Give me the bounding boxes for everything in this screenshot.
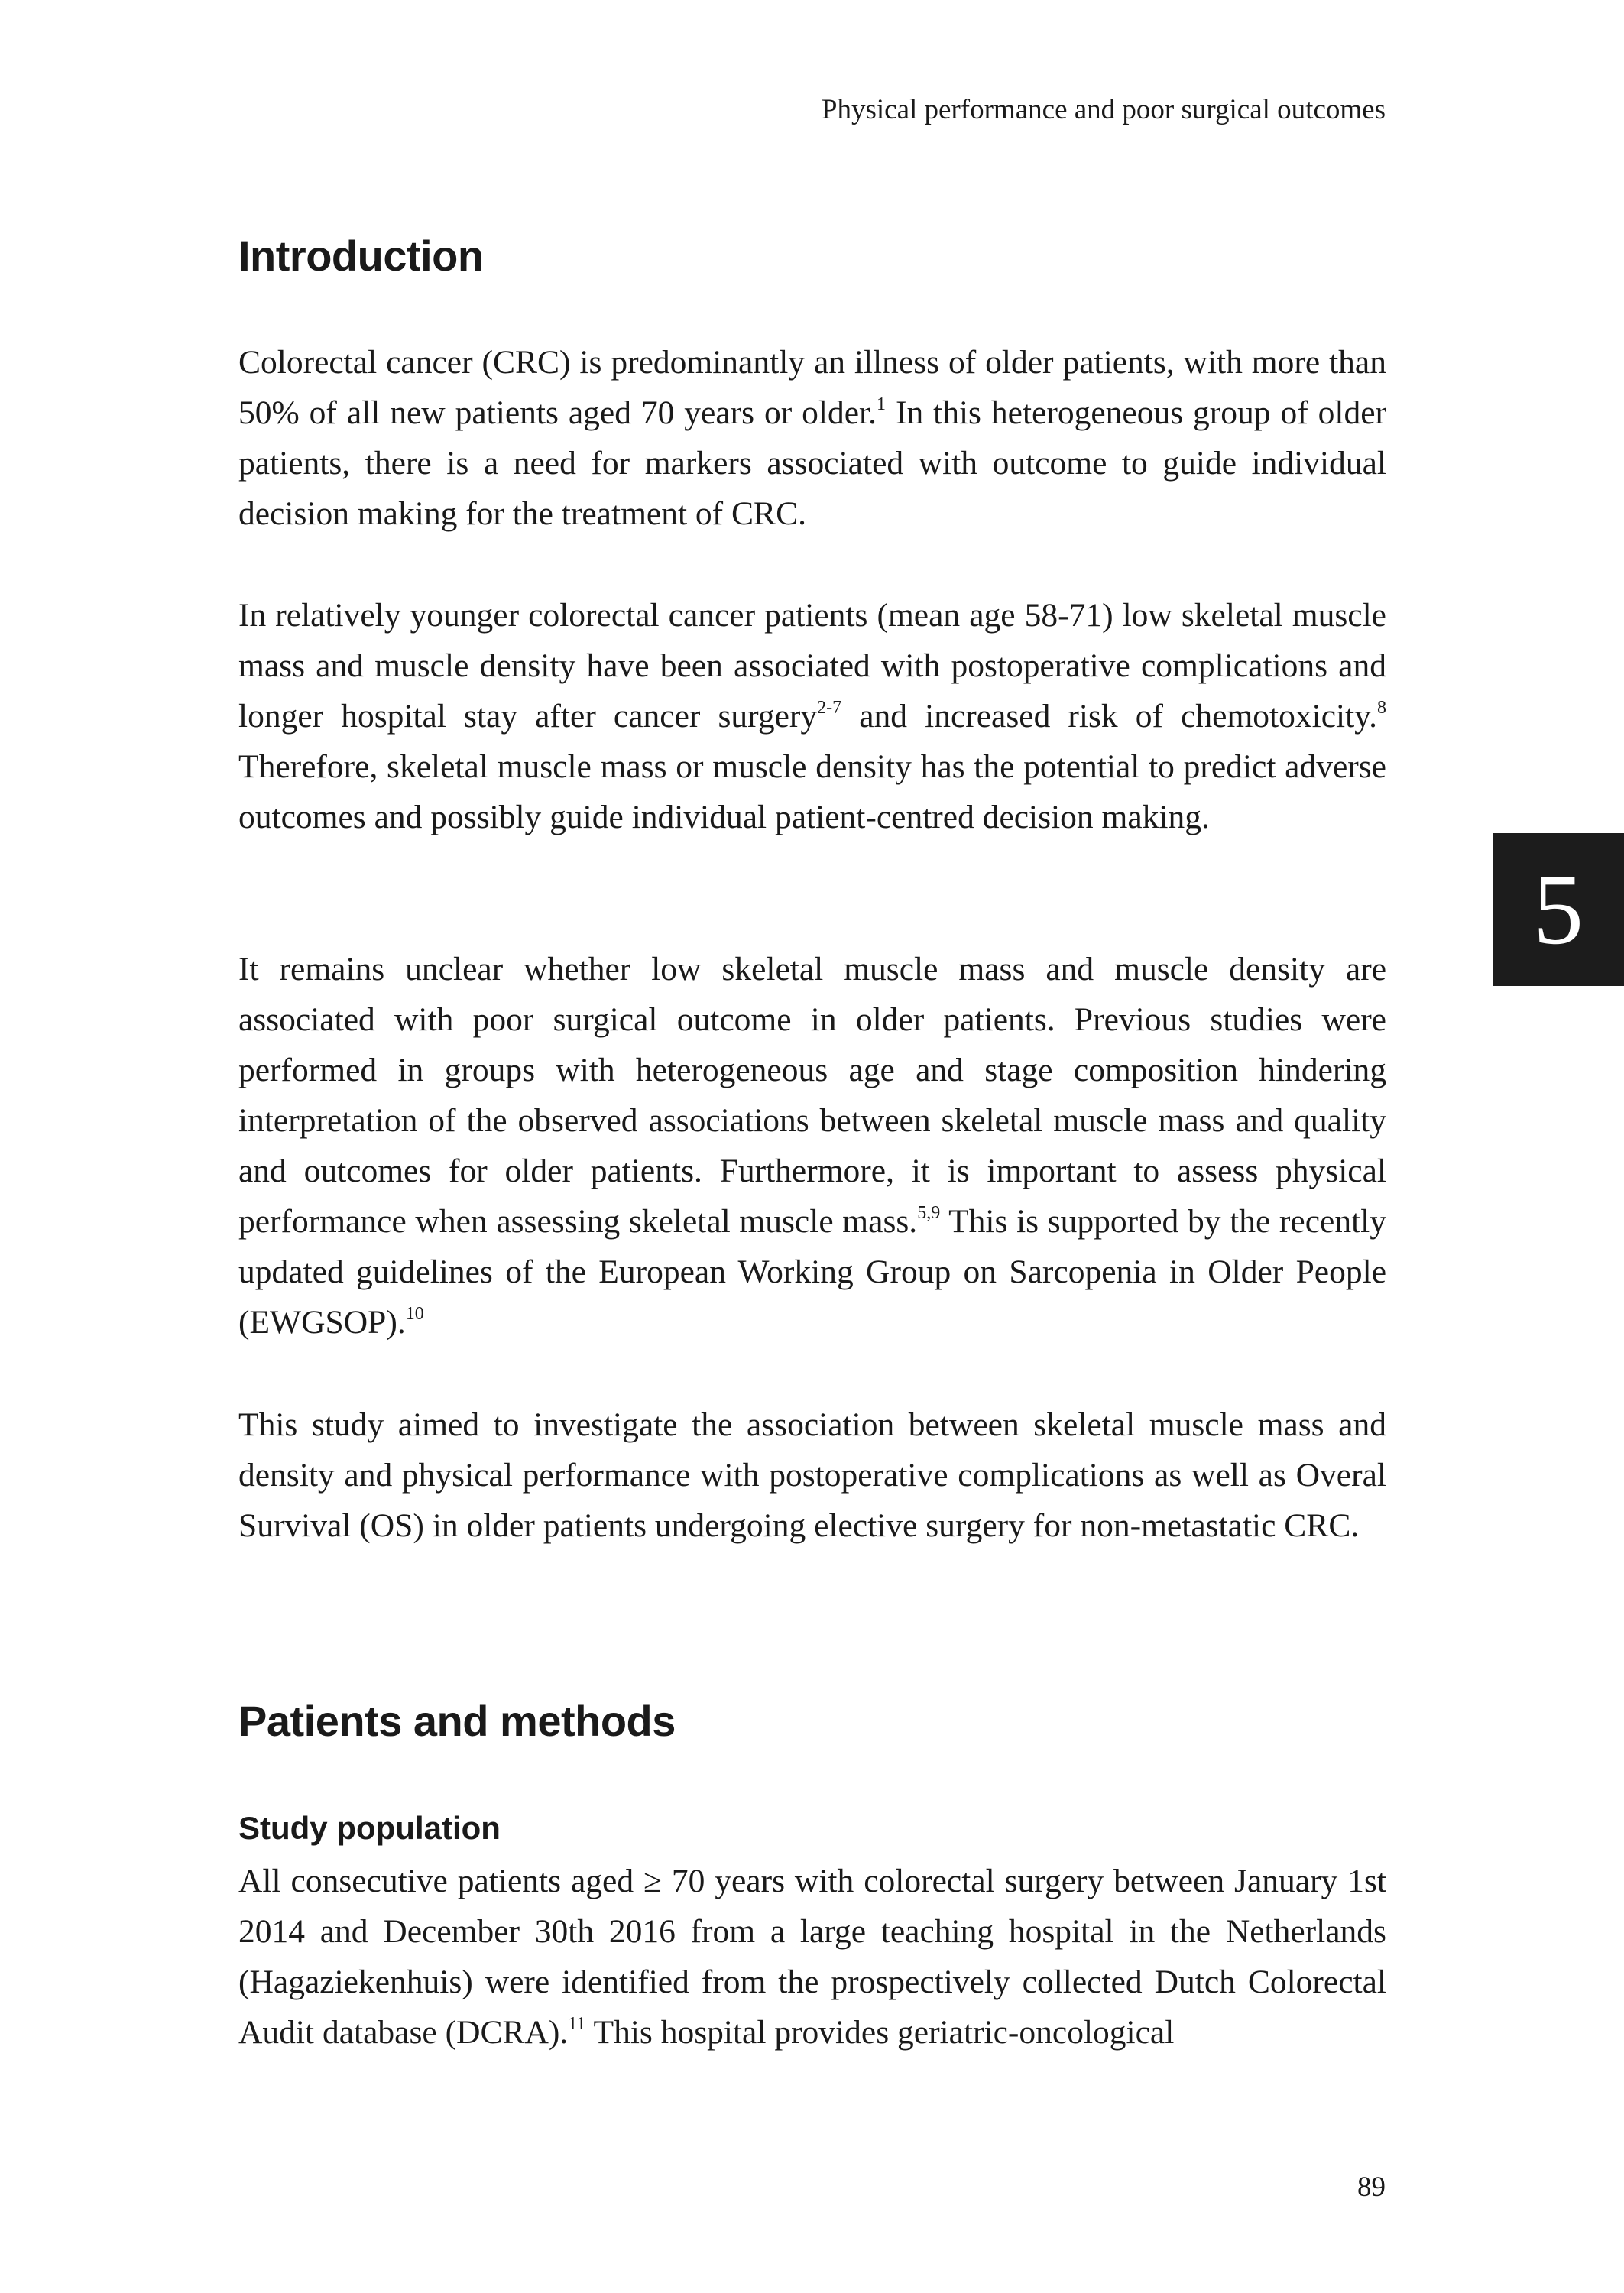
page-number: 89	[1357, 2171, 1386, 2203]
citation-ref: 2-7	[817, 698, 842, 718]
intro-paragraph-3: It remains unclear whether low skeletal muscle mass and muscle density are associated with poor surgical outcome in older patients. Previous studies were performed in groups with heterogeneous age and stage composition hindering interpretation of the observed associations between skeletal muscle mass and quality and outcomes for older patients. Furthermore, it is important to assess physical performance when assessing skeletal muscle mass.$^{5,9}$ This is supported by the recently updated guidelines of the European Working Group on Sarcopenia in Older People (EWGSOP).$^{10}$	[238, 951, 1387, 1341]
intro-paragraph-4: This study aimed to investigate the association between skeletal muscle mass and density and physical performance with postoperative complications as well as Overal Survival (OS) in older patients undergoing elective surgery for non-metastatic CRC.	[238, 1406, 1386, 1544]
section-title-introduction: Introduction	[238, 232, 484, 280]
citation-ref: 1	[877, 394, 887, 414]
citation-ref: 10	[405, 1304, 424, 1324]
citation-ref: 8	[1376, 698, 1386, 718]
section-title-patients-and-methods: Patients and methods	[238, 1697, 676, 1745]
running-header: Physical performance and poor surgical outcomes	[821, 94, 1386, 125]
intro-paragraph-2: In relatively younger colorectal cancer patients (mean age 58-71) low skeletal muscle mass and muscle density have been associated with postoperative complications and longer hospital stay after cancer surgery$^{2-7}$ and increased risk of chemotoxicity.$^8$ Therefore, skeletal muscle mass or muscle density has the potential to predict adverse outcomes and possibly guide individual patient-centred decision making.	[238, 597, 1386, 835]
chapter-number-tab: 5	[1493, 833, 1624, 986]
subsection-title-study-population: Study population	[238, 1810, 501, 1846]
methods-paragraph-1: All consecutive patients aged ≥ 70 years with colorectal surgery between January 1st 2014 and December 30th 2016 from a large teaching hospital in the Netherlands (Hagaziekenhuis) were identified from the prospectively collected Dutch Colorectal Audit database (DCRA).$^{11}$ This hospital provides geriatric-oncological	[238, 1863, 1386, 2051]
intro-paragraph-1: Colorectal cancer (CRC) is predominantly an illness of older patients, with more than 50% of all new patients aged 70 years or older.$^1$ In this heterogeneous group of older patients, there is a need for markers associated with outcome to guide individual decision making for the treatment of CRC.	[238, 344, 1386, 532]
citation-ref: 5,9	[917, 1203, 941, 1223]
citation-ref: 11	[568, 2014, 586, 2034]
